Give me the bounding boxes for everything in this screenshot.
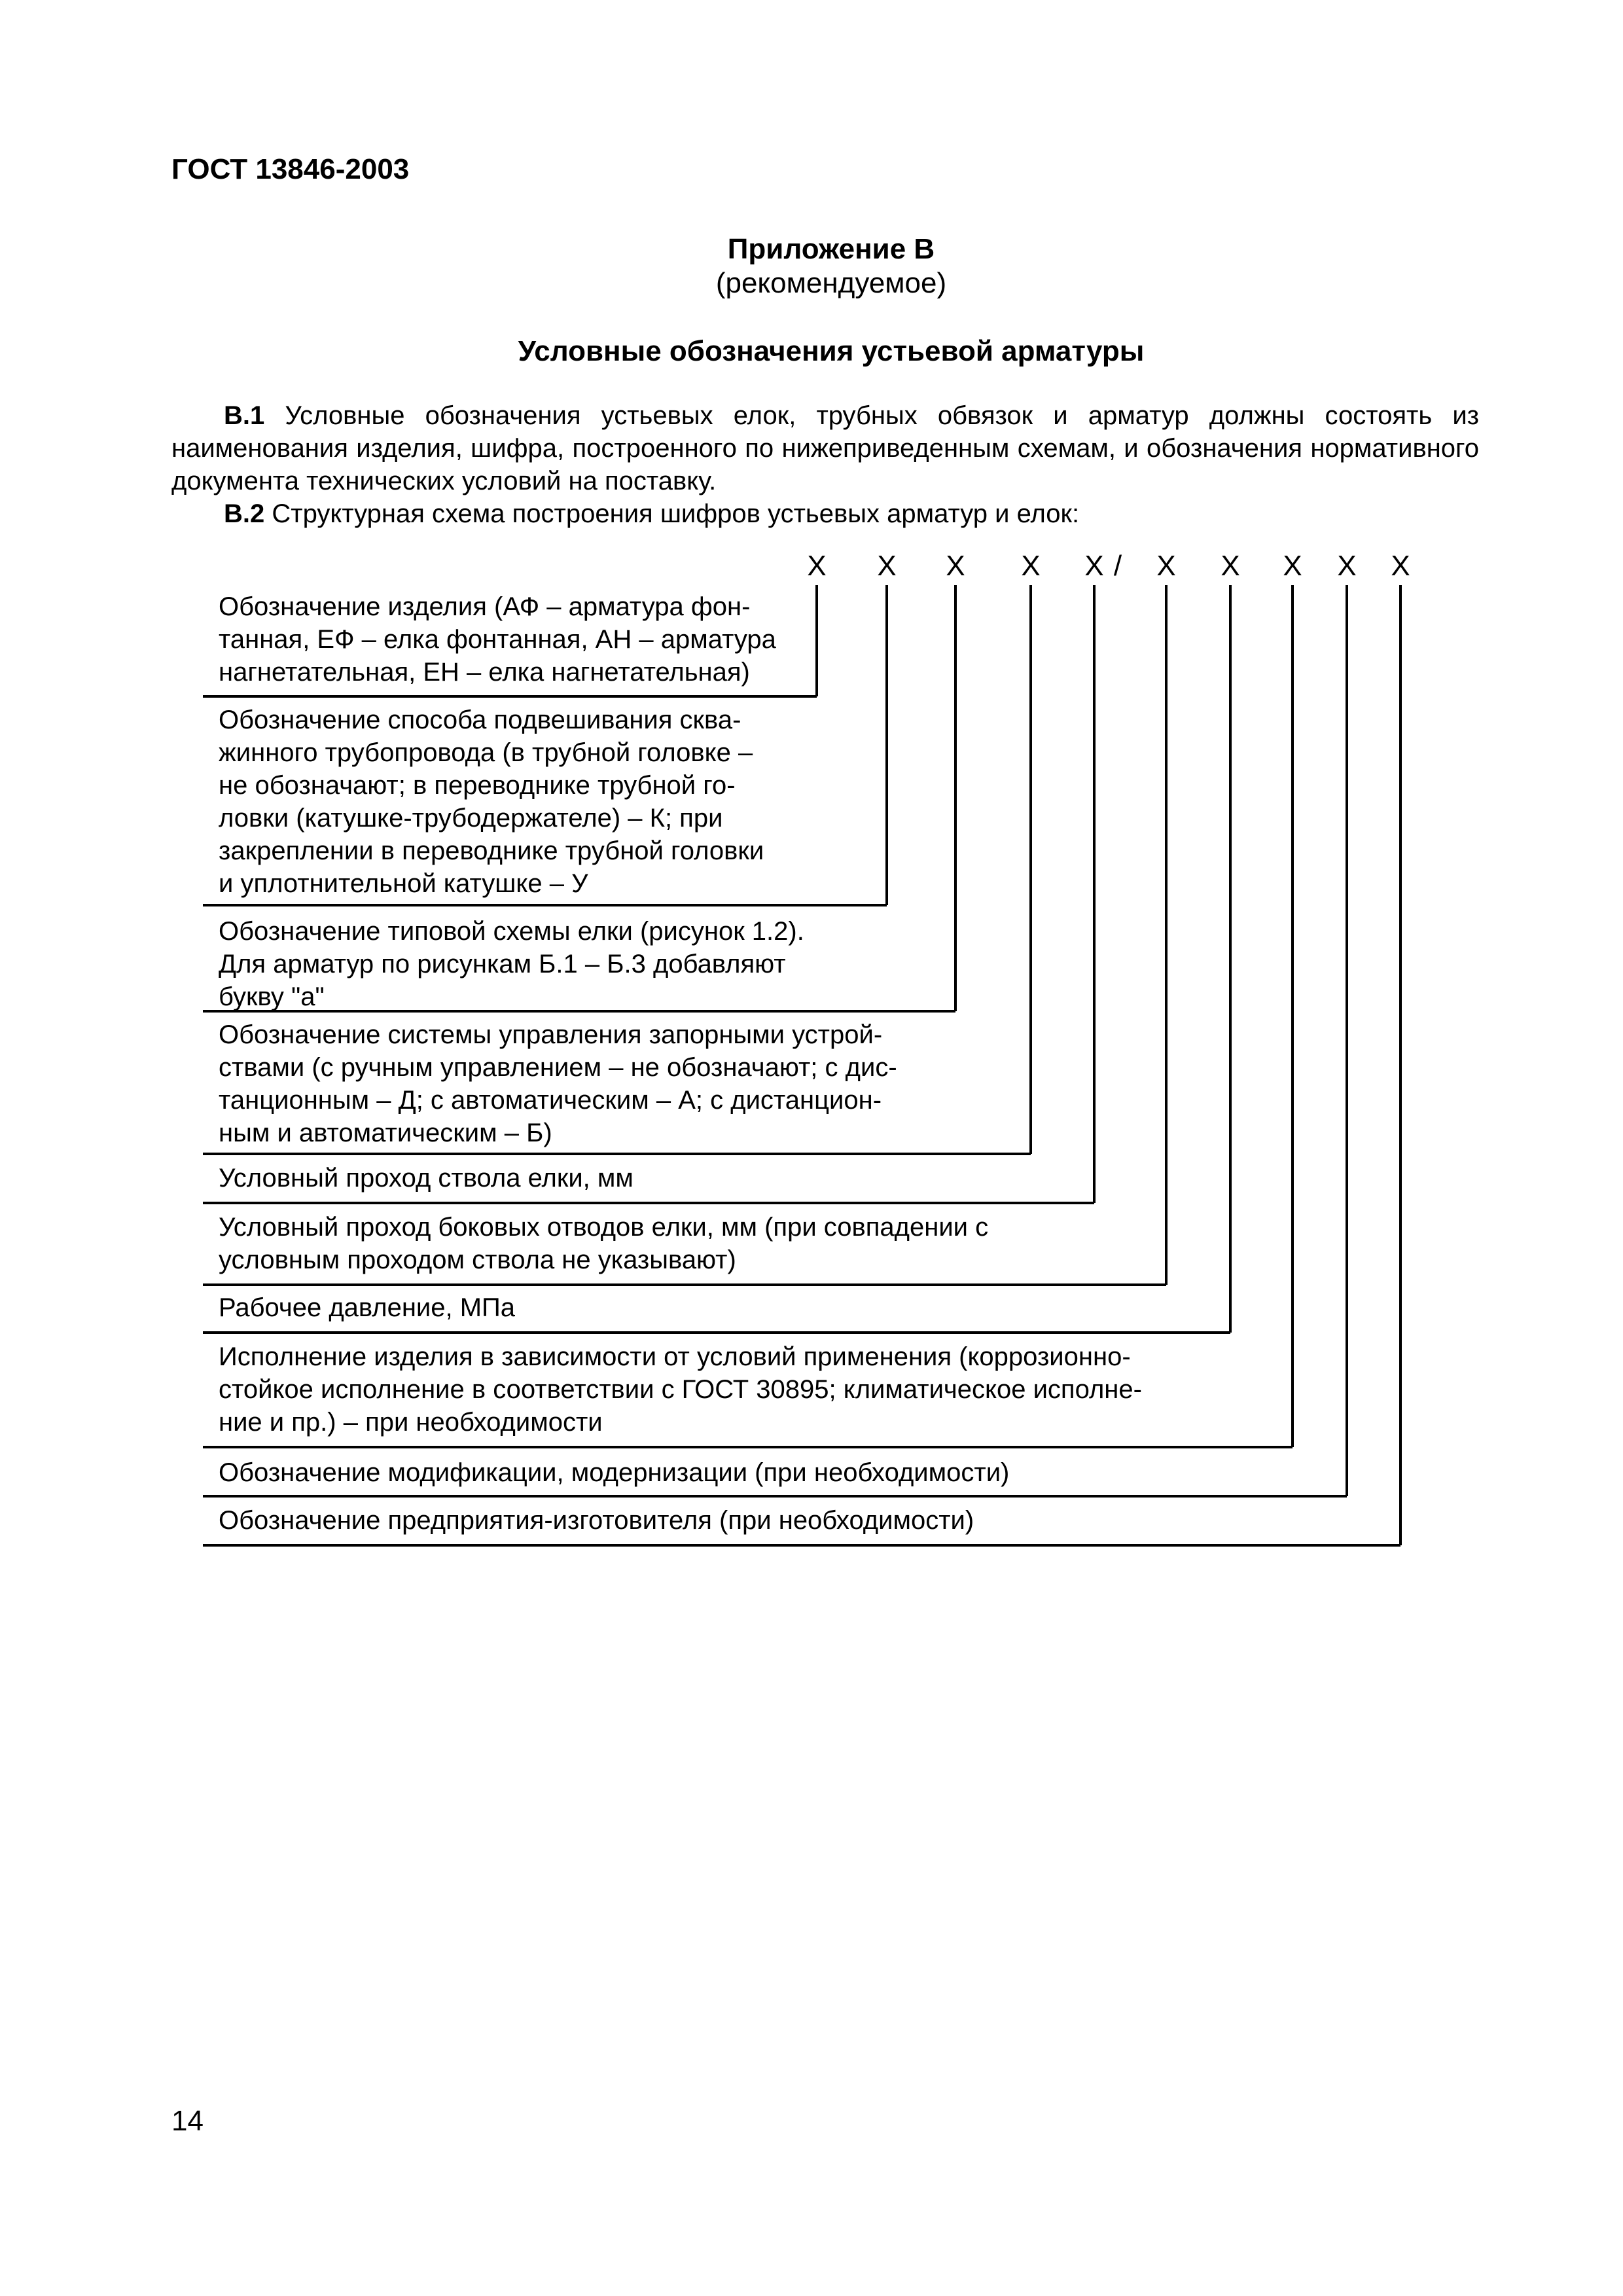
scheme-item-line: не обозначают; в переводнике трубной го- [219,771,736,800]
scheme-item-line: ствами (с ручным управлением – не обозначают; с дис- [219,1053,897,1082]
scheme-item-line: Исполнение изделия в зависимости от условий применения (коррозионно- [219,1342,1131,1371]
scheme-item-6 [219,1211,988,1276]
scheme-item-line: Для арматур по рисункам Б.1 – Б.3 добавляют [219,950,786,978]
clause-b1-label: В.1 [224,401,265,430]
scheme-item-line: Условный проход боковых отводов елки, мм (при совпадении с [219,1213,989,1242]
document-code: ГОСТ 13846-2003 [171,153,410,185]
scheme-item-line: ловки (катушке-трубодержателе) – К; при [219,804,723,833]
scheme-item-line: танционным – Д; с автоматическим – А; с дистанцион- [219,1086,882,1115]
scheme-item-line: Обозначение модификации, модернизации (при необходимости) [219,1458,1010,1487]
scheme-item-line: условным проходом ствола не указывают) [219,1246,736,1274]
clause-b2 [171,497,1479,530]
code-position-1: X [807,550,827,582]
code-position-9: X [1337,550,1357,582]
scheme-item-4 [219,1018,897,1149]
clause-b1 [171,399,1479,497]
appendix-title: Приложение В [727,233,935,265]
clause-b1-text: Условные обозначения устьевых елок, трубных обвязок и арматур должны состоять из наименования изделия, шифра, построенного по нижеприведенным схемам, и обозначения нормативного документа технических условий на поставку. [171,401,1479,495]
scheme-item-line: закреплении в переводнике трубной головки [219,836,764,865]
code-position-10: X [1391,550,1410,582]
scheme-item-line: Обозначение способа подвешивания сква- [219,706,741,734]
scheme-item-5 [219,1162,633,1194]
scheme-item-line: стойкое исполнение в соответствии с ГОСТ 30895; климатическое исполне- [219,1375,1142,1404]
scheme-item-8 [219,1340,1142,1439]
code-position-8: X [1283,550,1302,582]
scheme-item-line: Обозначение системы управления запорными устрой- [219,1020,883,1049]
scheme-item-line: Рабочее давление, МПа [219,1293,516,1322]
code-position-2: X [877,550,897,582]
scheme-item-3 [219,915,804,1013]
scheme-item-line: букву "а" [219,982,325,1011]
code-position-5: X [1084,550,1104,582]
code-position-3: X [946,550,965,582]
code-position-6: X [1156,550,1176,582]
scheme-item-line: ным и автоматическим – Б) [219,1119,552,1147]
appendix-status: (рекомендуемое) [715,267,947,299]
scheme-item-line: и уплотнительной катушке – У [219,869,588,898]
scheme-item-1 [219,590,776,689]
page-number: 14 [171,2105,204,2137]
appendix-heading: Условные обозначения устьевой арматуры [518,335,1145,367]
scheme-item-line: Условный проход ствола елки, мм [219,1164,633,1193]
code-separator: / [1113,550,1122,582]
scheme-item-line: Обозначение предприятия-изготовителя (при необходимости) [219,1506,974,1535]
scheme-item-line: Обозначение изделия (АФ – арматура фон- [219,592,751,621]
clause-b2-text: Структурная схема построения шифров устьевых арматур и елок: [264,499,1080,528]
scheme-item-line: танная, ЕФ – елка фонтанная, АН – арматура [219,625,776,654]
scheme-item-line: нагнетательная, ЕН – елка нагнетательная) [219,658,750,687]
scheme-item-line: ние и пр.) – при необходимости [219,1408,603,1437]
clause-b2-label: В.2 [224,499,265,528]
scheme-item-line: Обозначение типовой схемы елки (рисунок 1.2). [219,917,804,946]
scheme-item-line: жинного трубопровода (в трубной головке – [219,738,753,767]
scheme-item-7 [219,1291,515,1324]
code-position-4: X [1021,550,1041,582]
scheme-item-9 [219,1456,1009,1489]
scheme-item-2 [219,704,764,900]
code-position-7: X [1221,550,1240,582]
scheme-item-10 [219,1504,974,1537]
